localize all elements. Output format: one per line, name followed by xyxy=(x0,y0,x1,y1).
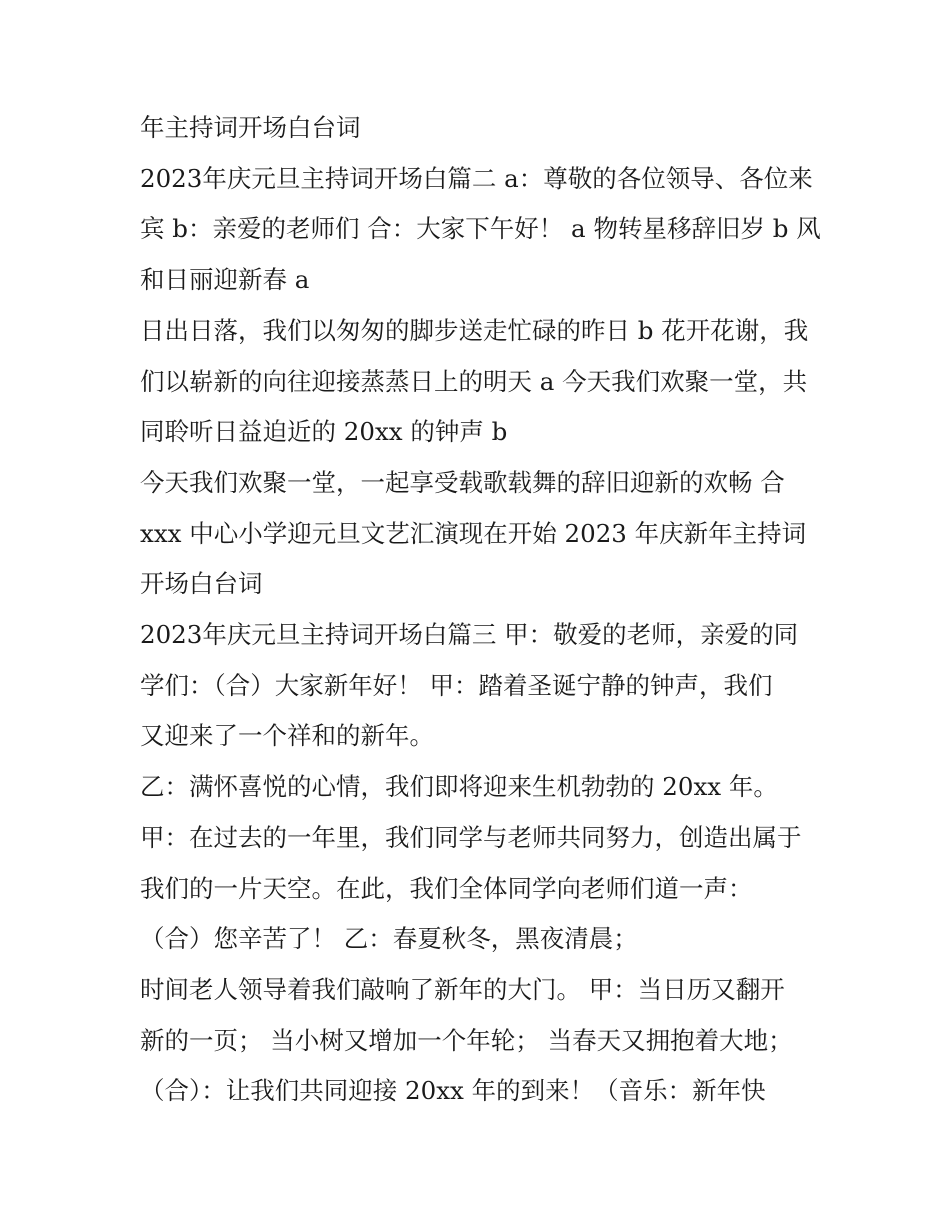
text-line: 又迎来了一个祥和的新年。 xyxy=(140,721,434,751)
text-line: 日出日落，我们以匆匆的脚步送走忙碌的昨日 b 花开花谢，我 xyxy=(140,315,809,345)
text-line: 宾 b：亲爱的老师们 合：大家下午好！ a 物转星移辞旧岁 b 风 xyxy=(140,214,821,244)
text-line: 开场白台词 xyxy=(140,569,263,599)
text-line: 新的一页； 当小树又增加一个年轮； 当春天又拥抱着大地； xyxy=(140,1025,793,1055)
text-line: （合）您辛苦了！ 乙：春夏秋冬，黑夜清晨； xyxy=(140,924,638,954)
text-line: 乙：满怀喜悦的心情，我们即将迎来生机勃勃的 20xx 年。 xyxy=(140,772,778,802)
text-line: 2023年庆元旦主持词开场白篇三 甲：敬爱的老师，亲爱的同 xyxy=(140,620,799,649)
text-line: xxx 中心小学迎元旦文艺汇演现在开始 2023 年庆新年主持词 xyxy=(140,518,807,548)
text-line: 年主持词开场白台词 xyxy=(140,113,361,142)
text-line: 同聆听日益迫近的 20xx 的钟声 b xyxy=(140,417,508,447)
text-line: 时间老人领导着我们敲响了新年的大门。 甲：当日历又翻开 xyxy=(140,974,785,1004)
text-line: 2023年庆元旦主持词开场白篇二 a：尊敬的各位领导、各位来 xyxy=(140,163,813,193)
text-line: 今天我们欢聚一堂，一起享受载歌载舞的辞旧迎新的欢畅 合 xyxy=(140,467,785,497)
text-line: 和日丽迎新春 a xyxy=(140,265,310,295)
text-line: 学们：（合）大家新年好！ 甲：踏着圣诞宁静的钟声，我们 xyxy=(140,670,773,700)
text-line: 我们的一片天空。在此，我们全体同学向老师们道一声： xyxy=(140,873,753,903)
text-line: 甲：在过去的一年里，我们同学与老师共同努力，创造出属于 xyxy=(140,822,802,852)
text-line: （合）：让我们共同迎接 20xx 年的到来！（音乐：新年快 xyxy=(140,1076,766,1106)
text-line: 们以崭新的向往迎接蒸蒸日上的明天 a 今天我们欢聚一堂，共 xyxy=(140,366,808,396)
